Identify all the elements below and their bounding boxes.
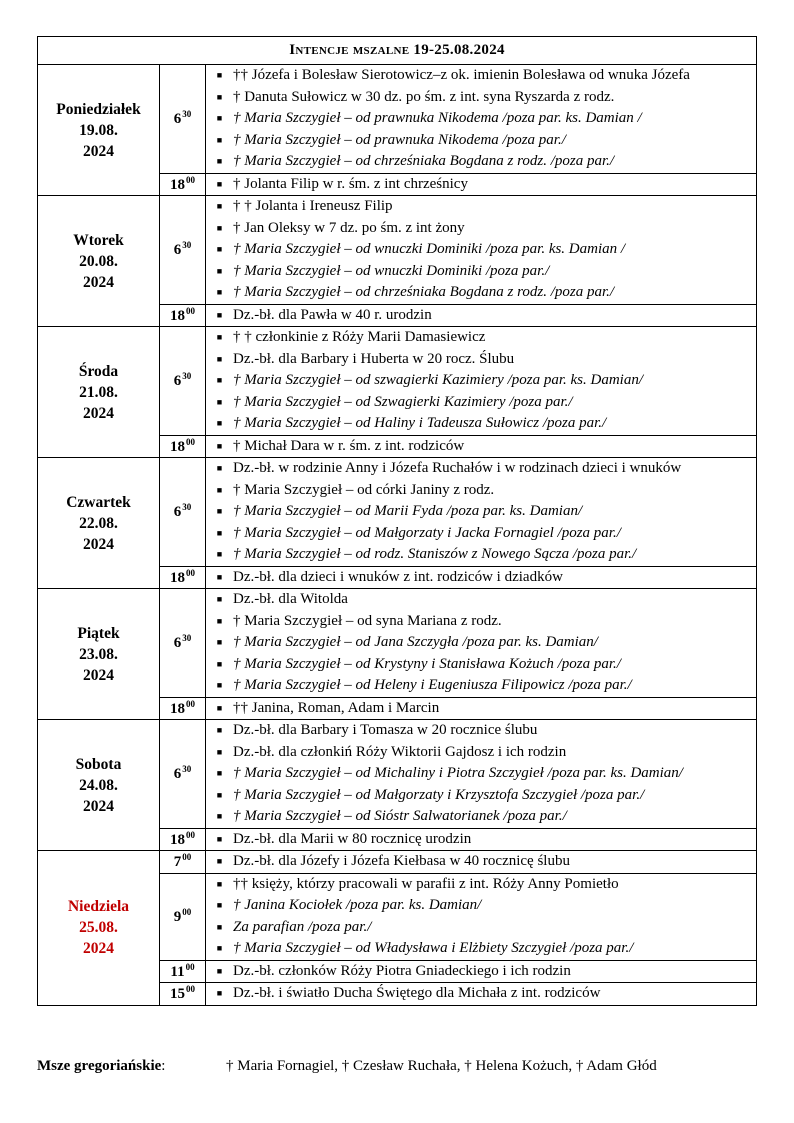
- mass-minutes: 00: [186, 174, 195, 185]
- mass-minutes: 00: [185, 961, 195, 972]
- bullet-icon: ■: [216, 134, 223, 145]
- day-date: 23.08.: [79, 645, 118, 663]
- intention-text: † Danuta Sułowicz w 30 dz. po śm. z int. syna Ryszarda z rodz.: [233, 88, 615, 105]
- gregorian-masses: [37, 1058, 657, 1075]
- intention-item: [206, 151, 756, 173]
- bullet-icon: ■: [216, 746, 223, 757]
- day-date: 25.08.: [79, 919, 118, 937]
- intention-list: [206, 566, 757, 589]
- mass-minutes: 30: [182, 371, 192, 382]
- intention-item: [206, 174, 756, 196]
- intention-item: [206, 305, 756, 327]
- intention-list: [206, 327, 757, 436]
- bullet-icon: ■: [216, 463, 223, 473]
- bullet-icon: ■: [216, 178, 223, 189]
- intention-item: [206, 611, 756, 633]
- mass-minutes: 00: [186, 984, 195, 995]
- intention-item: [206, 874, 756, 896]
- mass-time: [160, 458, 206, 567]
- intention-item: [206, 785, 756, 807]
- intention-text: Dz.-bł. dla dzieci i wnuków z int. rodziców i dziadków: [233, 568, 563, 585]
- mass-hour: 6: [173, 111, 182, 128]
- day-year: 2024: [83, 535, 114, 553]
- day-cell: [38, 65, 160, 196]
- mass-time: [160, 851, 206, 874]
- intention-text: † Maria Szczygieł – od chrześniaka Bogdana z rodz. /poza par./: [233, 284, 615, 300]
- intention-item: [206, 938, 756, 960]
- mass-time: [160, 173, 206, 196]
- mass-hour: 6: [173, 373, 182, 390]
- intention-item: [206, 806, 756, 828]
- intention-text: † Maria Szczygieł – od Krystyny i Stanisława Kożuch /poza par./: [233, 655, 621, 672]
- intention-list: [206, 65, 757, 174]
- day-date: 21.08.: [79, 383, 118, 401]
- intention-text: † Maria Szczygieł – od wnuczki Dominiki /poza par./: [233, 262, 550, 279]
- intention-text: † Maria Szczygieł – od wnuczki Dominiki /poza par. ks. Damian /: [233, 241, 626, 257]
- intention-item: [206, 589, 756, 611]
- intention-text: Dz.-bł. dla członkiń Róży Wiktorii Gajdosz i ich rodzin: [233, 743, 567, 760]
- mass-row: [38, 589, 757, 698]
- mass-hour: 15: [170, 986, 185, 1003]
- intention-list: [206, 828, 757, 851]
- intention-item: [206, 239, 756, 261]
- mass-time: [160, 720, 206, 829]
- mass-time: [160, 196, 206, 305]
- day-cell: [38, 196, 160, 327]
- bullet-icon: ■: [216, 900, 223, 910]
- mass-minutes: 30: [182, 109, 192, 120]
- intention-item: [206, 917, 756, 939]
- intention-item: [206, 698, 756, 720]
- intention-list: [206, 304, 757, 327]
- day-date: 20.08.: [79, 252, 118, 270]
- intention-list: [206, 873, 757, 960]
- intention-item: [206, 544, 756, 566]
- intention-item: [206, 961, 756, 983]
- bullet-icon: ■: [216, 789, 223, 800]
- intention-item: [206, 349, 756, 371]
- intention-text: †† księży, którzy pracowali w parafii z int. Róży Anny Pomietło: [233, 875, 619, 892]
- bullet-icon: ■: [216, 527, 223, 538]
- intention-item: [206, 895, 756, 917]
- intention-item: [206, 742, 756, 764]
- bullet-icon: ■: [216, 396, 223, 407]
- bullet-icon: ■: [216, 309, 223, 320]
- intention-item: [206, 218, 756, 240]
- mass-minutes: 00: [186, 567, 195, 578]
- intention-text: † Maria Szczygieł – od Małgorzaty i Krzysztofa Szczygieł /poza par./: [233, 786, 645, 803]
- bullet-icon: ■: [216, 265, 223, 276]
- mass-hour: 18: [170, 438, 185, 455]
- intention-item: [206, 261, 756, 283]
- bullet-icon: ■: [216, 418, 223, 428]
- bullet-icon: ■: [216, 113, 223, 123]
- mass-row: [38, 327, 757, 436]
- mass-hour: 7: [173, 854, 182, 871]
- intention-text: † † Jolanta i Ireneusz Filip: [233, 198, 393, 214]
- intention-item: [206, 654, 756, 676]
- intention-text: † Maria Szczygieł – od Szwagierki Kazimiery /poza par./: [233, 393, 573, 410]
- mass-time: [160, 566, 206, 589]
- mass-minutes: 00: [182, 852, 192, 863]
- intention-text: † Maria Szczygieł – od Michaliny i Piotra Szczygieł /poza par. ks. Damian/: [233, 765, 683, 781]
- intention-text: † Maria Szczygieł – od chrześniaka Bogdana z rodz. /poza par./: [233, 153, 615, 169]
- intention-text: †† Józefa i Bolesław Sierotowicz–z ok. imienin Bolesława od wnuka Józefa: [233, 67, 690, 83]
- intention-text: Dz.-bł. dla Barbary i Huberta w 20 rocz. Ślubu: [233, 350, 515, 367]
- gregorian-label: Msze gregoriańskie: [37, 1058, 162, 1074]
- intention-text: † Jan Oleksy w 7 dz. po śm. z int żony: [233, 219, 465, 236]
- mass-minutes: 30: [182, 240, 192, 251]
- bullet-icon: ■: [216, 811, 223, 821]
- bullet-icon: ■: [216, 856, 223, 866]
- intention-text: † † członkinie z Róży Marii Damasiewicz: [233, 329, 486, 345]
- day-year: 2024: [83, 666, 114, 684]
- bullet-icon: ■: [216, 658, 223, 669]
- gregorian-names: † Maria Fornagiel, † Czesław Ruchała, † Helena Kożuch, † Adam Głód: [226, 1058, 657, 1074]
- intention-item: [206, 196, 756, 218]
- intention-item: [206, 282, 756, 304]
- intention-text: Za parafian /poza par./: [233, 918, 372, 935]
- bullet-icon: ■: [216, 287, 223, 297]
- mass-minutes: 30: [182, 502, 192, 513]
- bullet-icon: ■: [216, 244, 223, 254]
- intention-item: [206, 523, 756, 545]
- bullet-icon: ■: [216, 332, 223, 342]
- mass-row: [38, 851, 757, 874]
- intention-item: [206, 413, 756, 435]
- bullet-icon: ■: [216, 70, 223, 80]
- day-name: Środa: [78, 362, 119, 380]
- mass-row: [38, 196, 757, 305]
- table-title: Intencje mszalne 19-25.08.2024: [38, 37, 757, 65]
- bullet-icon: ■: [216, 943, 223, 953]
- mass-minutes: 30: [182, 764, 192, 775]
- mass-minutes: 30: [182, 633, 192, 644]
- intention-text: Dz.-bł. dla Barbary i Tomasza w 20 rocznice ślubu: [233, 722, 538, 738]
- bullet-icon: ■: [216, 201, 223, 211]
- bullet-icon: ■: [216, 680, 223, 690]
- intention-text: Dz.-bł. dla Józefy i Józefa Kiełbasa w 40 rocznicę ślubu: [233, 853, 570, 869]
- bullet-icon: ■: [216, 768, 223, 778]
- day-date: 22.08.: [79, 514, 118, 532]
- bullet-icon: ■: [216, 156, 223, 166]
- intention-text: †† Janina, Roman, Adam i Marcin: [233, 699, 440, 716]
- intention-item: [206, 327, 756, 349]
- intention-text: † Michał Dara w r. śm. z int. rodziców: [233, 437, 465, 454]
- bullet-icon: ■: [216, 375, 223, 385]
- day-year: 2024: [83, 142, 114, 160]
- bullet-icon: ■: [216, 91, 223, 102]
- intention-list: [206, 173, 757, 196]
- intention-text: † Maria Szczygieł – od Heleny i Eugeniusza Filipowicz /poza par./: [233, 677, 632, 693]
- bullet-icon: ■: [216, 571, 223, 582]
- day-name: Wtorek: [73, 231, 124, 249]
- mass-time: [160, 589, 206, 698]
- mass-hour: 11: [170, 963, 185, 980]
- day-name: Poniedziałek: [56, 100, 141, 118]
- mass-hour: 18: [170, 831, 185, 848]
- day-year: 2024: [83, 940, 114, 958]
- mass-minutes: 00: [182, 907, 192, 917]
- intention-text: † Maria Szczygieł – od córki Janiny z rodz.: [233, 481, 495, 498]
- mass-minutes: 00: [186, 436, 195, 447]
- intention-item: [206, 436, 756, 458]
- intention-text: Dz.-bł. dla Pawła w 40 r. urodzin: [233, 306, 432, 323]
- day-year: 2024: [83, 404, 114, 422]
- intention-text: † Maria Szczygieł – od prawnuka Nikodema /poza par./: [233, 131, 566, 148]
- intention-text: † Maria Szczygieł – od Sióstr Salwatorianek /poza par./: [233, 808, 567, 824]
- bullet-icon: ■: [216, 702, 223, 713]
- mass-time: [160, 65, 206, 174]
- intention-list: [206, 983, 757, 1006]
- intention-list: [206, 851, 757, 874]
- intention-item: [206, 392, 756, 414]
- mass-time: [160, 304, 206, 327]
- mass-minutes: 00: [186, 829, 195, 840]
- intention-item: [206, 675, 756, 697]
- intention-text: † Maria Szczygieł – od Haliny i Tadeusza Sułowicz /poza par./: [233, 415, 607, 431]
- intention-item: [206, 983, 756, 1005]
- bullet-icon: ■: [216, 549, 223, 559]
- intention-item: [206, 130, 756, 152]
- day-cell: [38, 589, 160, 720]
- day-year: 2024: [83, 797, 114, 815]
- intention-item: [206, 87, 756, 109]
- mass-row: [38, 458, 757, 567]
- bullet-icon: ■: [216, 353, 223, 364]
- day-cell: [38, 851, 160, 1006]
- intention-list: [206, 458, 757, 567]
- intention-text: † Maria Szczygieł – od Marii Fyda /poza par. ks. Damian/: [233, 503, 583, 519]
- intention-list: [206, 697, 757, 720]
- intention-text: † Maria Szczygieł – od szwagierki Kazimiery /poza par. ks. Damian/: [233, 372, 643, 388]
- intention-item: [206, 480, 756, 502]
- intention-text: † Maria Szczygieł – od Małgorzaty i Jacka Fornagiel /poza par./: [233, 524, 621, 541]
- mass-row: [38, 720, 757, 829]
- intention-item: [206, 720, 756, 742]
- mass-minutes: 00: [186, 698, 195, 709]
- day-name: Niedziela: [67, 898, 130, 916]
- intention-list: [206, 196, 757, 305]
- intention-list: [206, 435, 757, 458]
- intention-item: [206, 567, 756, 589]
- intention-item: [206, 829, 756, 851]
- day-name: Piątek: [77, 624, 120, 642]
- intention-text: Dz.-bł. członków Róży Piotra Gniadeckiego i ich rodzin: [233, 962, 571, 979]
- bullet-icon: ■: [216, 878, 223, 889]
- mass-hour: 18: [170, 569, 185, 586]
- intention-item: [206, 632, 756, 654]
- intention-text: † Maria Szczygieł – od Jana Szczygła /poza par. ks. Damian/: [233, 634, 598, 650]
- intention-item: [206, 763, 756, 785]
- mass-time: [160, 435, 206, 458]
- mass-hour: 6: [173, 635, 182, 652]
- day-name: Sobota: [75, 755, 122, 773]
- mass-time: [160, 983, 206, 1006]
- intention-item: [206, 370, 756, 392]
- bullet-icon: ■: [216, 637, 223, 647]
- bullet-icon: ■: [216, 594, 223, 604]
- mass-hour: 9: [173, 909, 182, 925]
- intention-text: † Maria Szczygieł – od Władysława i Elżbiety Szczygieł /poza par./: [233, 940, 634, 956]
- bullet-icon: ■: [216, 222, 223, 233]
- bullet-icon: ■: [216, 833, 223, 844]
- intention-text: Dz.-bł. dla Witolda: [233, 591, 348, 607]
- day-date: 19.08.: [79, 121, 118, 139]
- bullet-icon: ■: [216, 615, 223, 626]
- mass-hour: 18: [170, 176, 185, 193]
- day-cell: [38, 720, 160, 851]
- day-cell: [38, 327, 160, 458]
- intention-item: [206, 851, 756, 873]
- intention-item: [206, 108, 756, 130]
- day-name: Czwartek: [66, 493, 131, 511]
- gregorian-colon: :: [161, 1058, 166, 1074]
- bullet-icon: ■: [216, 440, 223, 451]
- intention-text: † Janina Kociołek /poza par. ks. Damian/: [233, 897, 482, 913]
- day-year: 2024: [83, 273, 114, 291]
- mass-time: [160, 828, 206, 851]
- day-cell: [38, 458, 160, 589]
- intention-item: [206, 458, 756, 480]
- intention-item: [206, 501, 756, 523]
- mass-row: [38, 65, 757, 174]
- mass-minutes: 00: [186, 305, 195, 316]
- intention-list: [206, 960, 757, 983]
- intention-list: [206, 589, 757, 698]
- mass-hour: 6: [173, 766, 182, 783]
- mass-time: [160, 327, 206, 436]
- intention-text: Dz.-bł. w rodzinie Anny i Józefa Ruchałów i w rodzinach dzieci i wnuków: [233, 460, 682, 476]
- intention-text: † Maria Szczygieł – od prawnuka Nikodema /poza par. ks. Damian /: [233, 110, 642, 126]
- bullet-icon: ■: [216, 506, 223, 516]
- bullet-icon: ■: [216, 725, 223, 735]
- mass-hour: 18: [170, 307, 185, 324]
- intention-text: † Jolanta Filip w r. śm. z int chrześnicy: [233, 175, 468, 192]
- mass-time: [160, 873, 206, 960]
- bullet-icon: ■: [216, 921, 223, 932]
- mass-time: [160, 697, 206, 720]
- bullet-icon: ■: [216, 965, 223, 976]
- mass-hour: 6: [173, 504, 182, 521]
- mass-hour: 18: [170, 700, 185, 717]
- intention-item: [206, 65, 756, 87]
- mass-time: [160, 960, 206, 983]
- mass-hour: 6: [173, 242, 182, 259]
- intention-text: † Maria Szczygieł – od rodz. Staniszów z Nowego Sącza /poza par./: [233, 546, 637, 562]
- mass-intentions-table: [37, 36, 757, 1006]
- intention-text: Dz.-bł. i światło Ducha Świętego dla Michała z int. rodziców: [233, 985, 601, 1001]
- day-date: 24.08.: [79, 776, 118, 794]
- intention-text: † Maria Szczygieł – od syna Mariana z rodz.: [233, 612, 502, 629]
- intention-list: [206, 720, 757, 829]
- bullet-icon: ■: [216, 484, 223, 495]
- bullet-icon: ■: [216, 988, 223, 998]
- intention-text: Dz.-bł. dla Marii w 80 rocznicę urodzin: [233, 830, 472, 847]
